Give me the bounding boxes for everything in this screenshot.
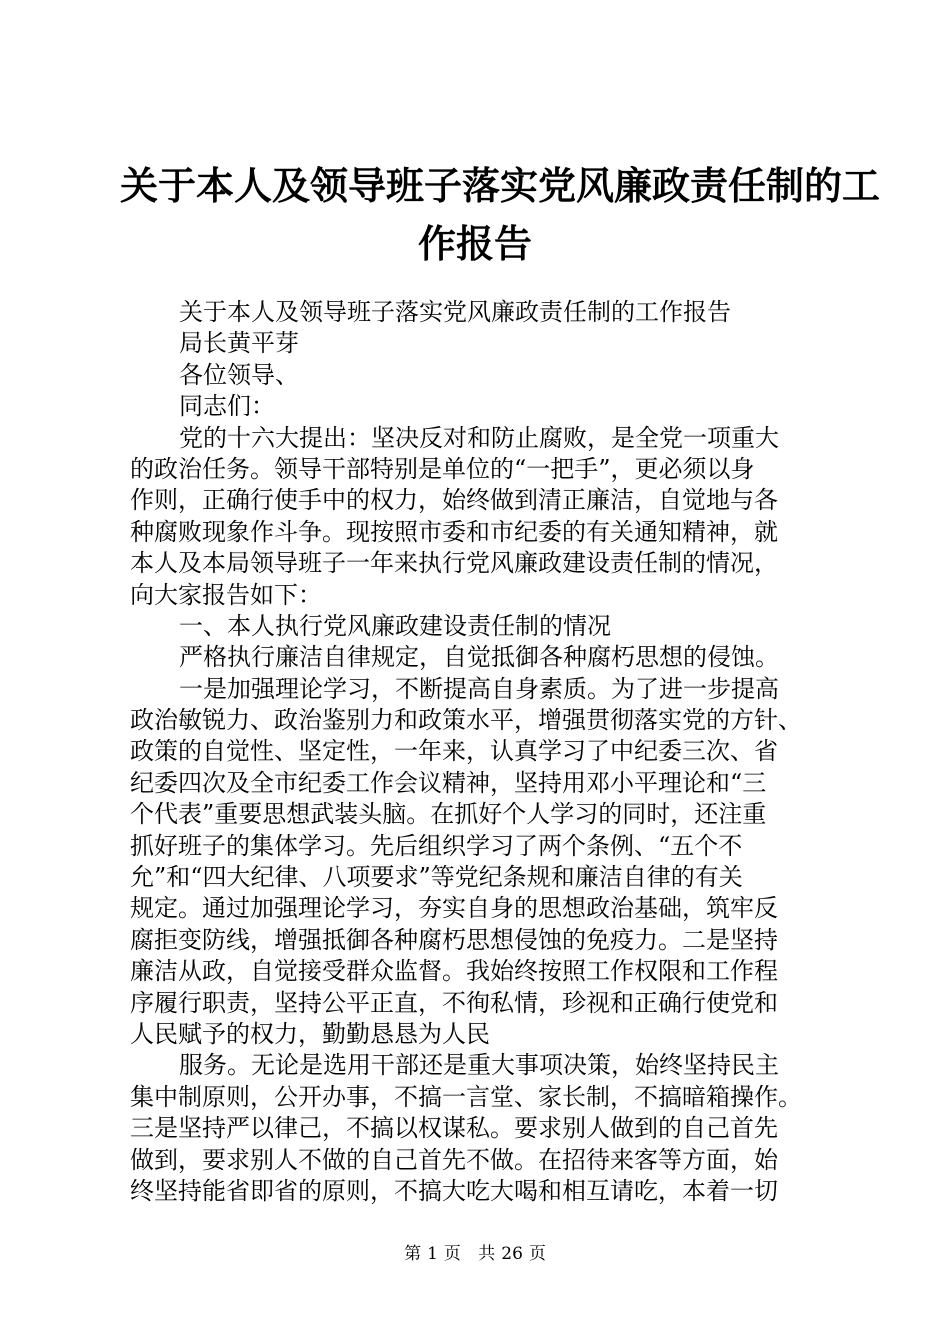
total-pages: 26: [501, 1244, 523, 1264]
page-label: 第: [404, 1244, 422, 1264]
document-title-line-1: 关于本人及领导班子落实党风廉政责任制的工: [120, 163, 881, 208]
paragraph-line: 腐拒变防线，增强抵御各种腐朽思想侵蚀的免疫力。二是坚持: [130, 925, 778, 954]
paragraph-line: 序履行职责，坚持公平正直，不徇私情，珍视和正确行使党和: [130, 988, 778, 1017]
page-number: 1: [427, 1244, 438, 1264]
paragraph-line: 政治敏锐力、政治鉴别力和政策水平，增强贯彻落实党的方针、: [130, 706, 802, 735]
paragraph-line: 作则，正确行使手中的权力，始终做到清正廉洁，自觉地与各: [130, 486, 778, 515]
paragraph-line: 廉洁从政，自觉接受群众监督。我始终按照工作权限和工作程: [130, 957, 778, 986]
subtitle-line: 关于本人及领导班子落实党风廉政责任制的工作报告: [179, 298, 731, 326]
page-indicator: [398, 1244, 467, 1264]
paragraph-line: 允”和“四大纪律、八项要求”等党纪条规和廉洁自律的有关: [130, 863, 743, 892]
paragraph-line: 服务。无论是选用干部还是重大事项决策，始终坚持民主: [179, 1051, 779, 1080]
paragraph-line: 党的十六大提出：坚决反对和防止腐败，是全党一项重大: [179, 423, 779, 452]
paragraph-line: 终坚持能省即省的原则，不搞大吃大喝和相互请吃，本着一切: [130, 1176, 778, 1205]
paragraph-line: 一是加强理论学习，不断提高自身素质。为了进一步提高: [179, 674, 779, 703]
paragraph-line: 政策的自觉性、坚定性，一年来，认真学习了中纪委三次、省: [130, 737, 778, 766]
section-heading: 一、本人执行党风廉政建设责任制的情况: [179, 611, 611, 640]
paragraph-line: 严格执行廉洁自律规定，自觉抵御各种腐朽思想的侵蚀。: [179, 643, 779, 672]
document-body: [130, 297, 830, 1207]
paragraph-line: 抓好班子的集体学习。先后组织学习了两个条例、“五个不: [130, 831, 743, 860]
total-indicator: [472, 1244, 552, 1264]
paragraph-line: 本人及本局领导班子一年来执行党风廉政建设责任制的情况，: [130, 549, 778, 578]
paragraph-line: 做到，要求别人不做的自己首先不做。在招待来客等方面，始: [130, 1145, 778, 1174]
paragraph-line: 规定。通过加强理论学习，夯实自身的思想政治基础，筑牢反: [130, 894, 778, 923]
paragraph-line: 三是坚持严以律己，不搞以权谋私。要求别人做到的自己首先: [130, 1114, 778, 1143]
paragraph-line: 人民赋予的权力，勤勤恳恳为人民: [130, 1019, 490, 1048]
salutation-line: 各位领导、: [179, 360, 299, 389]
paragraph-line: 纪委四次及全市纪委工作会议精神，坚持用邓小平理论和“三: [130, 768, 767, 797]
paragraph-line: 的政治任务。领导干部特别是单位的“一把手”，更必须以身: [130, 454, 755, 483]
total-unit: 页: [528, 1244, 546, 1264]
paragraph-line: 集中制原则，公开办事，不搞一言堂、家长制，不搞暗箱操作。: [130, 1082, 802, 1111]
total-label: 共: [478, 1244, 496, 1264]
page-footer: [0, 1242, 950, 1266]
salutation-line: 同志们：: [179, 392, 275, 421]
document-title-line-2: 作报告: [417, 221, 532, 266]
paragraph-line: 个代表”重要思想武装头脑。在抓好个人学习的同时，还注重: [130, 800, 767, 829]
paragraph-line: 向大家报告如下：: [130, 580, 322, 609]
page-unit: 页: [443, 1244, 461, 1264]
paragraph-line: 种腐败现象作斗争。现按照市委和市纪委的有关通知精神，就: [130, 517, 778, 546]
author-line: 局长黄平芽: [179, 329, 299, 358]
